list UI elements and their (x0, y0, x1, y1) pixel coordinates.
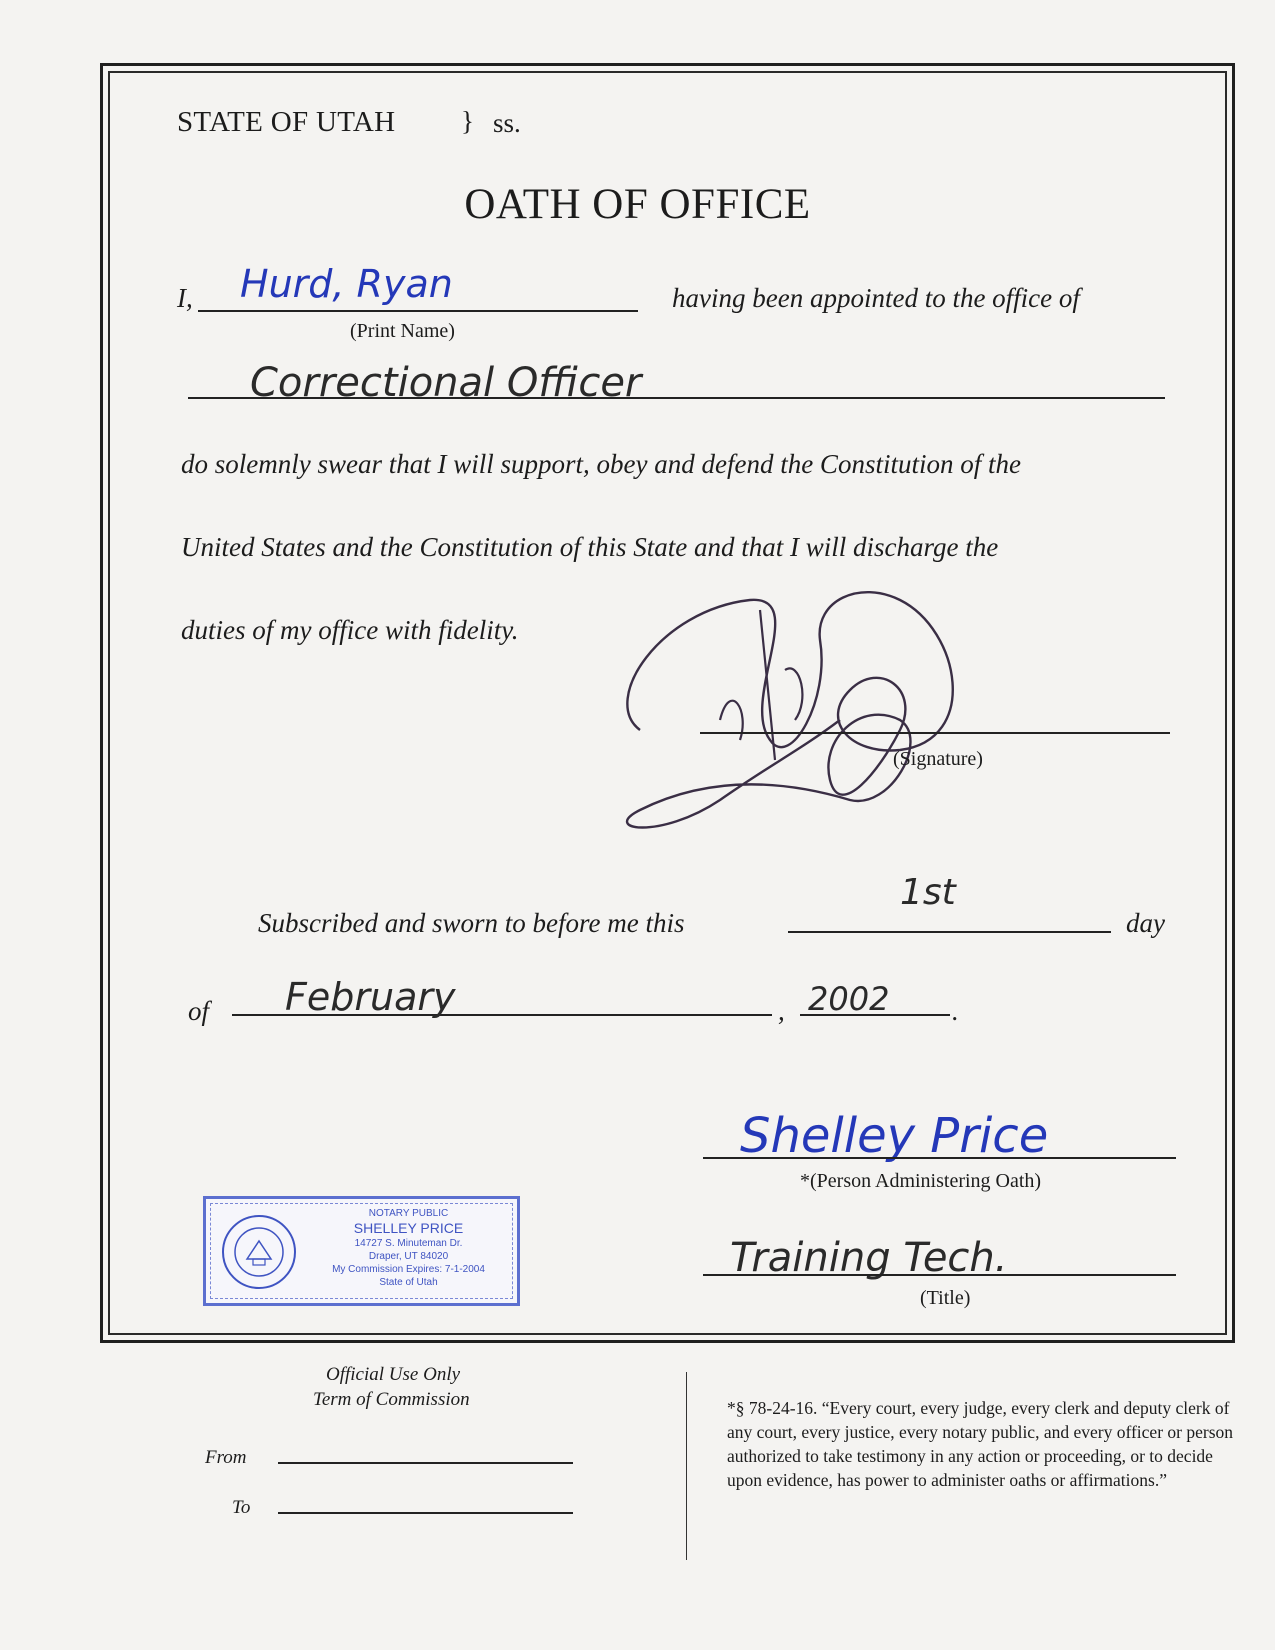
seal-line-4: Draper, UT 84020 (368, 1251, 449, 1262)
title-line (703, 1274, 1176, 1276)
period: . (952, 996, 959, 1026)
year-value: 2002 (808, 980, 890, 1018)
title-caption: (Title) (920, 1287, 971, 1309)
oath-line-1: do solemnly swear that I will support, obey and defend the Constitution of the (181, 449, 1021, 479)
administering-line (703, 1157, 1176, 1159)
to-line (278, 1512, 573, 1514)
day-line (788, 931, 1111, 933)
print-name-line (198, 310, 638, 312)
print-name-caption: (Print Name) (350, 320, 455, 342)
of-label: of (188, 996, 210, 1026)
state-heading: STATE OF UTAH (177, 106, 396, 138)
print-name-value: Hurd, Ryan (240, 262, 453, 306)
office-value: Correctional Officer (250, 360, 642, 406)
oath-signature-scribble (600, 580, 1020, 880)
i-label: I, (177, 283, 193, 313)
from-label: From (205, 1447, 247, 1468)
seal-line-2: SHELLEY PRICE (353, 1220, 464, 1236)
seal-line-1: NOTARY PUBLIC (368, 1208, 449, 1219)
term-of-commission-heading: Term of Commission (313, 1389, 470, 1410)
notary-seal-stamp (203, 1196, 520, 1306)
appointed-text: having been appointed to the office of (672, 283, 1080, 313)
statute-notice: *§ 78-24-16. “Every court, every judge, every clerk and deputy clerk of any court, every justice, every notary public, and every officer or person authorized to take testimony in any action or proceeding, or to decide upon evidence, has power to administer oaths or affirmations.” (727, 1398, 1234, 1490)
signature-line (700, 732, 1170, 734)
comma: , (778, 996, 785, 1026)
administrator-signature: Shelley Price (740, 1108, 1049, 1164)
state-seal-icon (220, 1213, 298, 1291)
day-value: 1st (900, 872, 956, 913)
official-use-heading: Official Use Only (326, 1364, 461, 1385)
brace-symbol: } (461, 106, 474, 136)
page-title: OATH OF OFFICE (464, 181, 811, 228)
oath-line-3: duties of my office with fidelity. (181, 615, 519, 645)
subscribed-text: Subscribed and sworn to before me this (258, 908, 685, 938)
seal-line-3: 14727 S. Minuteman Dr. (354, 1238, 463, 1249)
oath-line-2: United States and the Constitution of this State and that I will discharge the (181, 532, 999, 562)
ss-abbreviation: ss. (493, 108, 521, 138)
day-label: day (1126, 908, 1165, 938)
title-value: Training Tech. (730, 1235, 1008, 1281)
to-label: To (232, 1497, 251, 1518)
section-separator (686, 1372, 687, 1560)
from-line (278, 1462, 573, 1464)
month-value: February (285, 975, 456, 1019)
seal-line-6: State of Utah (379, 1277, 438, 1288)
administering-caption: *(Person Administering Oath) (800, 1170, 1042, 1192)
signature-caption: (Signature) (893, 748, 983, 770)
seal-line-5: My Commission Expires: 7-1-2004 (332, 1264, 485, 1275)
